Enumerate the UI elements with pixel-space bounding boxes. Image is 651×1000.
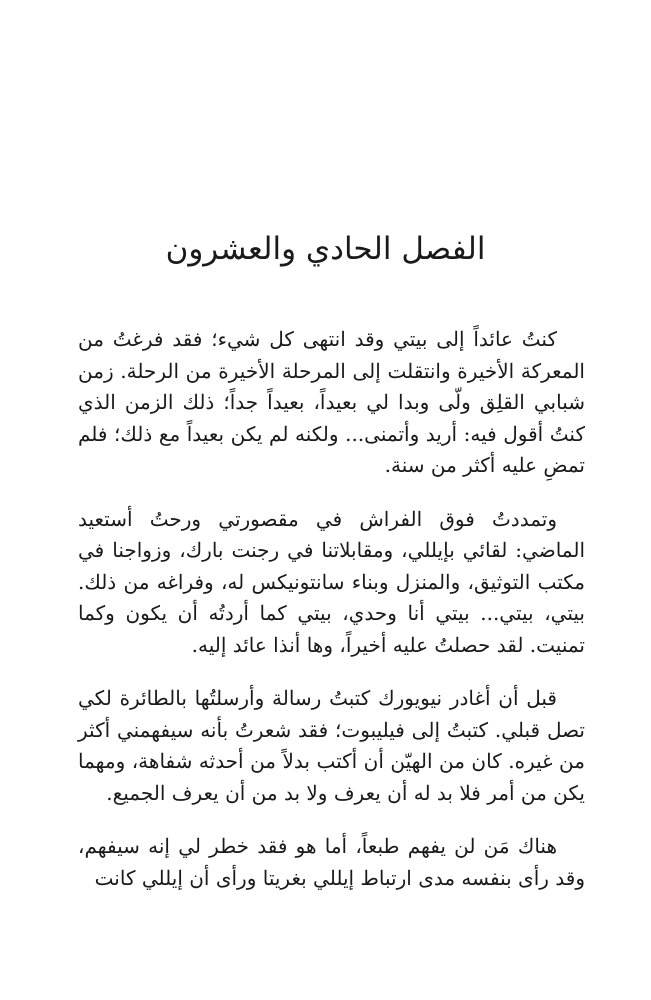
paragraph: وتمددتُ فوق الفراش في مقصورتي ورحتُ أستعيد الماضي: لقائي بإيللي، ومقابلاتنا في رجنت بارك، وزواجنا في مكتب التوثيق، والمنزل وبناء سانتونيكس له، وفراغه من ذلك. بيتي، بيتي... بيتي أنا وحدي، بيتي كما أردتُه أن يكون وكما تمنيت. لقد حصلتُ عليه أخيراً، وها أنذا عائد إليه. — [78, 506, 585, 657]
chapter-body — [78, 324, 585, 916]
chapter-title: الفصل الحادي والعشرون — [165, 231, 486, 267]
paragraph: كنتُ عائداً إلى بيتي وقد انتهى كل شيء؛ فقد فرغتُ من المعركة الأخيرة وانتقلت إلى المرحلة الأخيرة من الرحلة. زمن شبابي القلِق ولّى وبدا لي بعيداً، بعيداً جداً؛ ذلك الزمن الذي كنتُ أقول فيه: أريد وأتمنى... ولكنه لم يكن بعيداً مع ذلك؛ فلم تمضِ عليه أكثر من سنة. — [78, 327, 585, 477]
paragraph: قبل أن أغادر نيويورك كتبتُ رسالة وأرسلتُها بالطائرة لكي تصل قبلي. كتبتُ إلى فيليبوت؛ فقد شعرتُ بأنه سيفهمني أكثر من غيره. كان من الهيّن أن أكتب بدلاً من أحدثه شفاهة، ومهما يكن من أمر فلا بد له أن يعرف ولا بد من أن يعرف الجميع. — [78, 686, 585, 805]
paragraph: هناك مَن لن يفهم طبعاً، أما هو فقد خطر لي إنه سيفهم، وقد رأى بنفسه مدى ارتباط إيللي بغريتا ورأى أن إيللي كانت — [78, 834, 585, 890]
